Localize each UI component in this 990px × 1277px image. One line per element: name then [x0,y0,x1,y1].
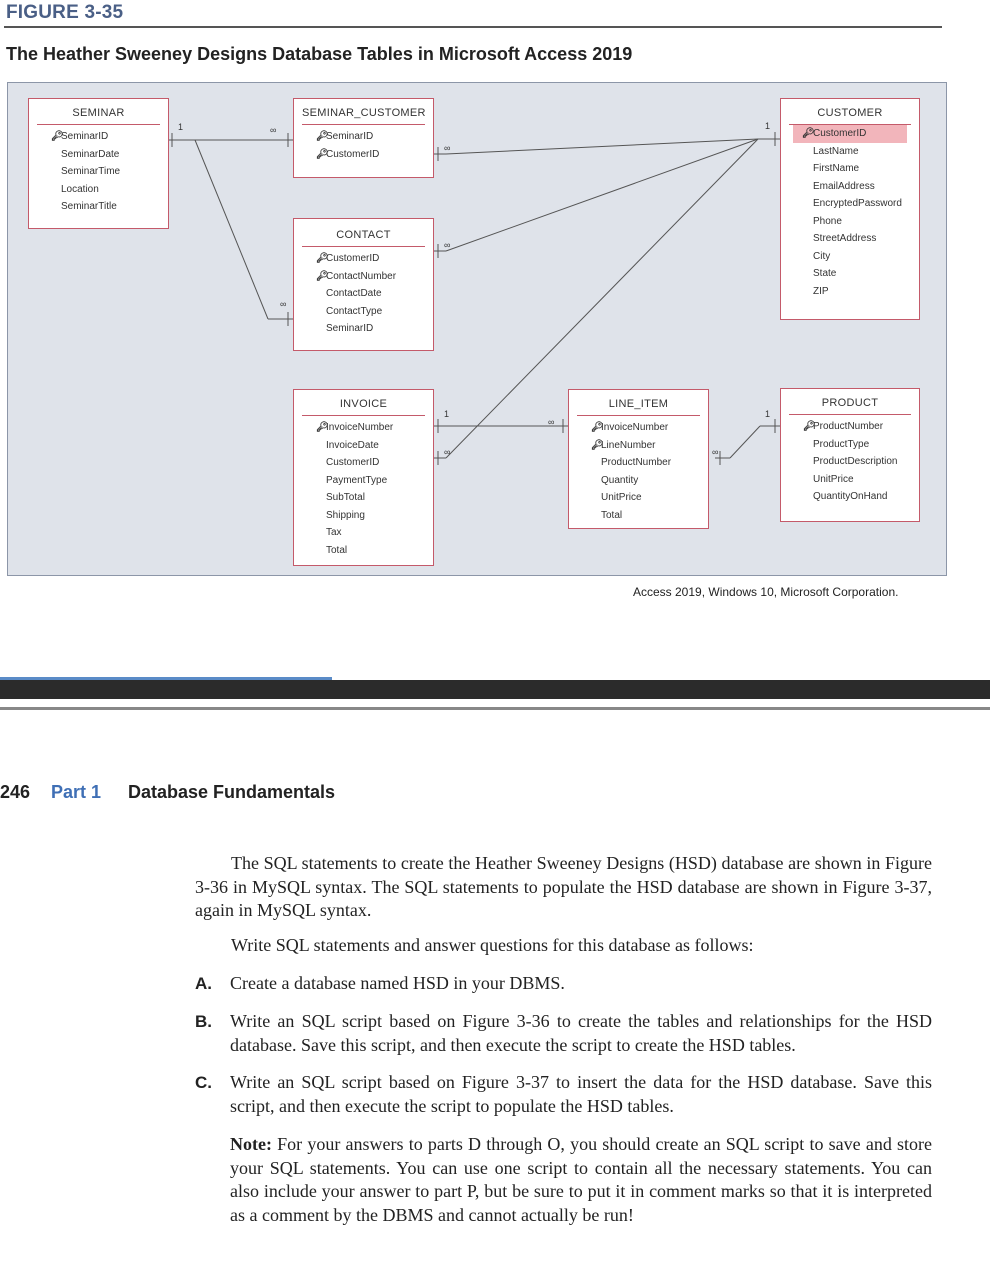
primary-key-icon: 🔑︎ [591,422,604,433]
figure-label: FIGURE 3-35 [6,2,124,23]
rel-mark-many-invoice-cust: ∞ [444,447,451,457]
table-contact[interactable] [293,218,434,351]
rel-line-seminar-contact [195,140,268,319]
item-label: B. [195,1012,212,1031]
item-text: Write an SQL script based on Figure 3-37 to insert the data for the HSD database. Save this script, and then execute the script to populate the HSD tables. [230,1072,932,1116]
field-row[interactable]: EmailAddress [813,180,875,192]
item-text: Write an SQL script based on Figure 3-36 to create the tables and relationships for the HSD database. Save this script, and then execute the script to create the HSD tables. [230,1011,932,1055]
field-row[interactable]: ContactType [326,305,383,317]
rel-mark-one-invoice: 1 [444,409,450,419]
part-label: Part 1 [51,782,102,802]
list-item [195,972,932,996]
rel-mark-many-lineitem: ∞ [548,417,555,427]
table-title: PRODUCT [789,392,911,415]
table-title: SEMINAR_CUSTOMER [302,102,425,125]
field-row[interactable]: City [813,250,831,262]
primary-key-icon: 🔑︎ [51,131,64,142]
relationship-diagram [7,82,947,576]
figure-credit: Access 2019, Windows 10, Microsoft Corporation. [633,585,899,599]
field-row[interactable]: StreetAddress [813,233,877,244]
intro-paragraph: The SQL statements to create the Heather Sweeney Designs (HSD) database are shown in Figure 3-36 in MySQL syntax. The SQL statements to populate the HSD database are shown in Figure 3-37, again in MySQL syntax. [195,853,932,920]
field-row[interactable]: FirstName [813,163,860,174]
part-title: Database Fundamentals [128,782,336,802]
page-number: 246 [0,782,31,802]
field-row[interactable]: Location [61,183,99,195]
header-band [0,680,990,699]
table-title: CUSTOMER [789,102,911,125]
table-title: LINE_ITEM [577,393,700,416]
field-row[interactable]: State [813,268,837,279]
field-row[interactable]: 🔑︎ SeminarID [29,128,168,146]
field-row[interactable]: 🔑︎ InvoiceNumber [569,419,708,437]
table-seminar[interactable] [28,98,169,229]
field-row[interactable]: 🔑︎ ContactNumber [294,268,433,286]
table-seminar-customer[interactable] [293,98,434,178]
field-row[interactable]: QuantityOnHand [813,491,888,502]
field-row[interactable]: Quantity [601,474,639,486]
field-row[interactable]: Total [601,509,623,521]
item-label: C. [195,1073,212,1092]
field-row[interactable]: 🔑︎ SeminarID [294,128,433,146]
rel-line-contact-customer [446,139,758,251]
item-label: A. [195,974,212,993]
note-label: Note: [230,1134,272,1154]
field-row[interactable]: SubTotal [326,492,365,503]
field-row-selected[interactable]: 🔑︎ CustomerID [793,125,907,143]
field-row[interactable]: CustomerID [326,457,380,468]
rel-mark-many-seminarcustomer: ∞ [270,125,277,135]
field-row[interactable]: Phone [813,215,842,227]
field-row[interactable]: ContactDate [326,288,382,299]
primary-key-icon: 🔑︎ [316,270,329,282]
field-row[interactable]: ProductType [813,438,870,450]
field-row[interactable]: 🔑︎ LineNumber [569,437,708,455]
field-row[interactable]: SeminarDate [61,148,120,160]
table-invoice[interactable] [293,389,434,566]
primary-key-icon: 🔑︎ [316,131,329,142]
field-row[interactable]: EncryptedPassword [813,198,902,209]
primary-key-icon: 🔑︎ [591,439,604,451]
note-paragraph [230,1133,932,1227]
header-rule [0,707,990,710]
table-product[interactable] [780,388,920,522]
table-customer[interactable] [780,98,920,320]
field-row[interactable]: 🔑︎ CustomerID [294,146,433,164]
primary-key-icon: 🔑︎ [316,422,329,433]
note-text: For your answers to parts D through O, you should create an SQL script to save and store your SQL statements. You can use one script to contain all the necessary statements. You can also include your answer to part P, but be sure to put it in comment marks so that it is interpreted as a comment by the DBMS and cannot actually be run! [230,1134,932,1225]
rel-mark-many-lineitem-product: ∞ [712,447,719,457]
field-row[interactable]: ProductNumber [601,457,672,468]
field-row[interactable]: UnitPrice [813,473,854,485]
figure-rule [4,26,942,28]
field-row[interactable]: Shipping [326,509,365,521]
rel-line-seminarcustomer-customer [446,139,758,154]
field-row[interactable]: 🔑︎ ProductNumber [781,418,919,436]
field-row[interactable]: LastName [813,145,859,157]
item-text: Create a database named HSD in your DBMS. [230,973,565,993]
primary-key-icon: 🔑︎ [316,253,329,264]
table-title: CONTACT [302,224,425,247]
rel-mark-many-contact-cust: ∞ [444,240,451,250]
list-item [195,1010,932,1057]
rel-mark-one-customer: 1 [765,121,771,131]
list-item [195,1071,932,1118]
field-row[interactable]: 🔑︎ CustomerID [294,250,433,268]
instruction-paragraph: Write SQL statements and answer questions for this database as follows: [231,935,754,955]
field-row[interactable]: Total [326,544,348,556]
table-title: SEMINAR [37,102,160,125]
field-row[interactable]: 🔑︎ InvoiceNumber [294,419,433,437]
field-row[interactable]: ZIP [813,285,829,297]
figure-title: The Heather Sweeney Designs Database Tables in Microsoft Access 2019 [6,44,633,64]
field-row[interactable]: Tax [326,527,342,538]
rel-mark-one-seminar: 1 [178,122,184,132]
field-row[interactable]: SeminarTime [61,166,121,177]
primary-key-icon: 🔑︎ [802,128,815,139]
rel-mark-many-seminarcustomer-cust: ∞ [444,143,451,153]
field-row[interactable]: PaymentType [326,474,388,486]
rel-mark-many-contact: ∞ [280,299,287,309]
rel-mark-one-product: 1 [765,409,771,419]
field-row[interactable]: SeminarID [326,323,374,334]
rel-line-lineitem-product [730,426,760,458]
table-title: INVOICE [302,393,425,416]
field-row[interactable]: SeminarTitle [61,201,117,212]
primary-key-icon: 🔑︎ [316,148,329,160]
primary-key-icon: 🔑︎ [803,421,816,432]
field-row[interactable]: InvoiceDate [326,439,379,451]
field-row[interactable]: ProductDescription [813,456,898,467]
table-line-item[interactable] [568,389,709,529]
field-row[interactable]: UnitPrice [601,492,642,503]
